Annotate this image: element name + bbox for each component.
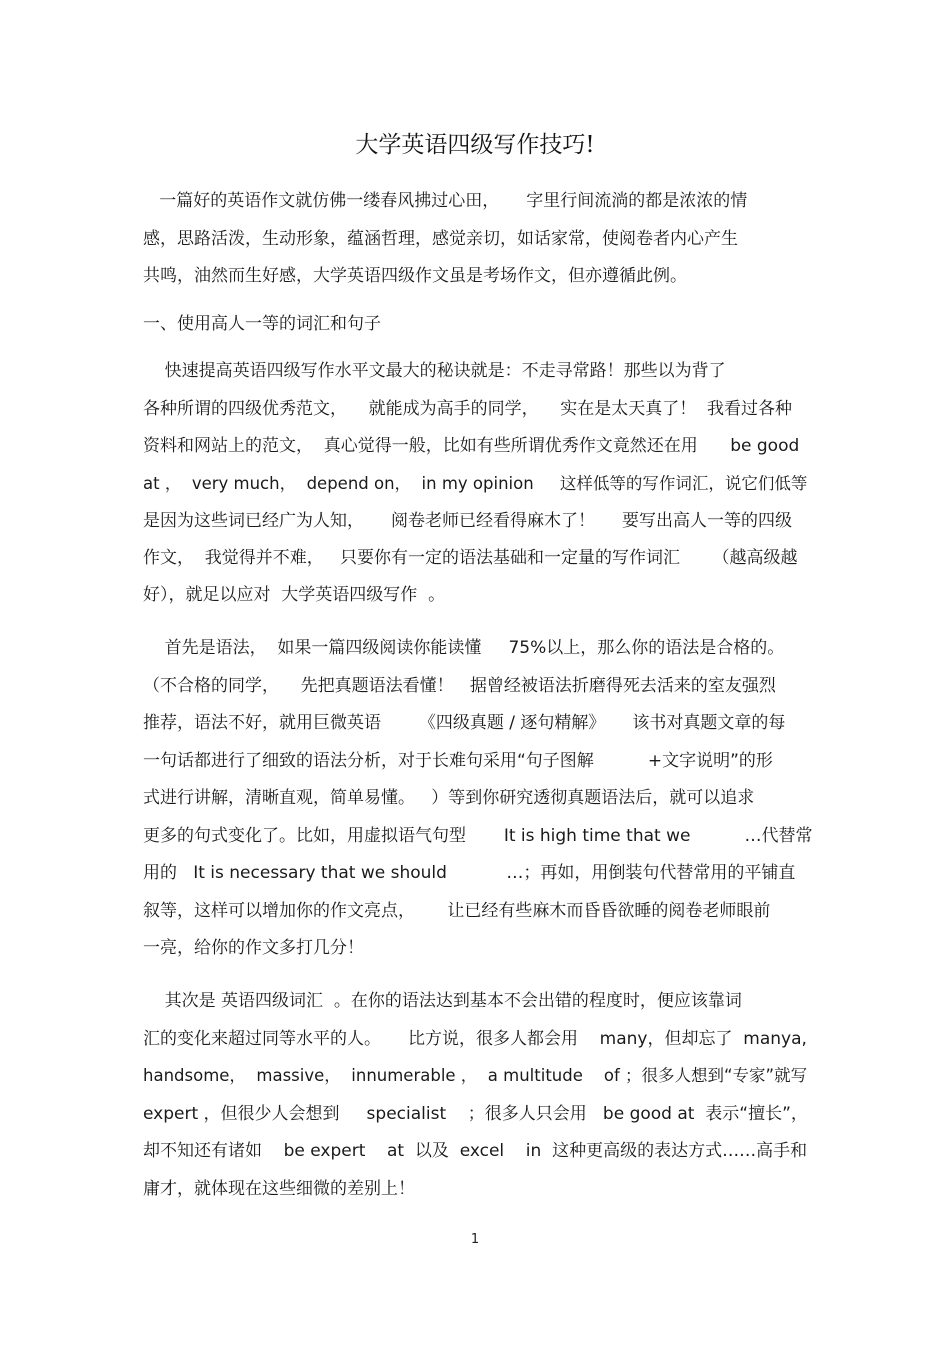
text-line: 用的 It is necessary that we should …；再如，用倒装句代替常用的平铺直 bbox=[143, 863, 796, 883]
text-line: 却不知还有诸如 be expert at 以及 excel in 这种更高级的表达方式……高手和 bbox=[143, 1141, 808, 1161]
page-number: 1 bbox=[470, 1232, 480, 1247]
text-line: 感，思路活泼，生动形象，蕴涵哲理，感觉亲切，如话家常，使阅卷者内心产生 bbox=[143, 229, 738, 249]
text-line: 其次是 英语四级词汇 。在你的语法达到基本不会出错的程度时，便应该靠词 bbox=[143, 991, 742, 1011]
text-line: 资料和网站上的范文， 真心觉得一般，比如有些所谓优秀作文竟然还在用 be good bbox=[143, 436, 800, 456]
text-line: 更多的句式变化了。比如，用虚拟语气句型 It is high time that we …代替常 bbox=[143, 826, 813, 846]
text-line: 首先是语法， 如果一篇四级阅读你能读懂 75%以上，那么你的语法是合格的。 bbox=[143, 638, 785, 658]
document-title: 大学英语四级写作技巧! bbox=[355, 132, 595, 158]
text-line: 式进行讲解，清晰直观，简单易懂。 ）等到你研究透彻真题语法后，就可以追求 bbox=[143, 788, 755, 808]
text-line: 一句话都进行了细致的语法分析，对于长难句采用“句子图解 +文字说明”的形 bbox=[143, 751, 773, 771]
text-line: 共鸣，油然而生好感，大学英语四级作文虽是考场作文，但亦遵循此例。 bbox=[143, 266, 687, 286]
section-heading: 一、使用高人一等的词汇和句子 bbox=[143, 314, 381, 334]
text-line: 作文， 我觉得并不难， 只要你有一定的语法基础和一定量的写作词汇 （越高级越 bbox=[143, 548, 798, 568]
text-line: （不合格的同学， 先把真题语法看懂！ 据曾经被语法折磨得死去活来的室友强烈 bbox=[143, 676, 776, 696]
text-line: 快速提高英语四级写作水平文最大的秘诀就是：不走寻常路！那些以为背了 bbox=[143, 361, 726, 381]
text-line: 好），就足以应对 大学英语四级写作 。 bbox=[143, 585, 446, 605]
text-line: 推荐，语法不好，就用巨微英语 《四级真题 / 逐句精解》 该书对真题文章的每 bbox=[143, 713, 786, 733]
text-line: handsome， massive， innumerable ， a multitude of ；很多人想到“专家”就写 bbox=[143, 1066, 808, 1085]
text-line: 是因为这些词已经广为人知， 阅卷老师已经看得麻木了！ 要写出高人一等的四级 bbox=[143, 511, 793, 531]
text-line: 一亮，给你的作文多打几分！ bbox=[143, 938, 364, 958]
text-line: 各种所谓的四级优秀范文， 就能成为高手的同学， 实在是太天真了！ 我看过各种 bbox=[143, 399, 793, 419]
text-line: at ， very much， depend on， in my opinion 这样低等的写作词汇，说它们低等 bbox=[143, 474, 808, 493]
text-line: expert ，但很少人会想到 specialist ；很多人只会用 be good at 表示“擅长”， bbox=[143, 1104, 808, 1124]
text-line: 叙等，这样可以增加你的作文亮点， 让已经有些麻木而昏昏欲睡的阅卷老师眼前 bbox=[143, 901, 771, 921]
text-line: 一篇好的英语作文就仿佛一缕春风拂过心田， 字里行间流淌的都是浓浓的情 bbox=[143, 191, 748, 211]
text-line: 汇的变化来超过同等水平的人。 比方说，很多人都会用 many，但却忘了 manya, bbox=[143, 1029, 807, 1049]
text-line: 庸才，就体现在这些细微的差别上！ bbox=[143, 1179, 415, 1199]
